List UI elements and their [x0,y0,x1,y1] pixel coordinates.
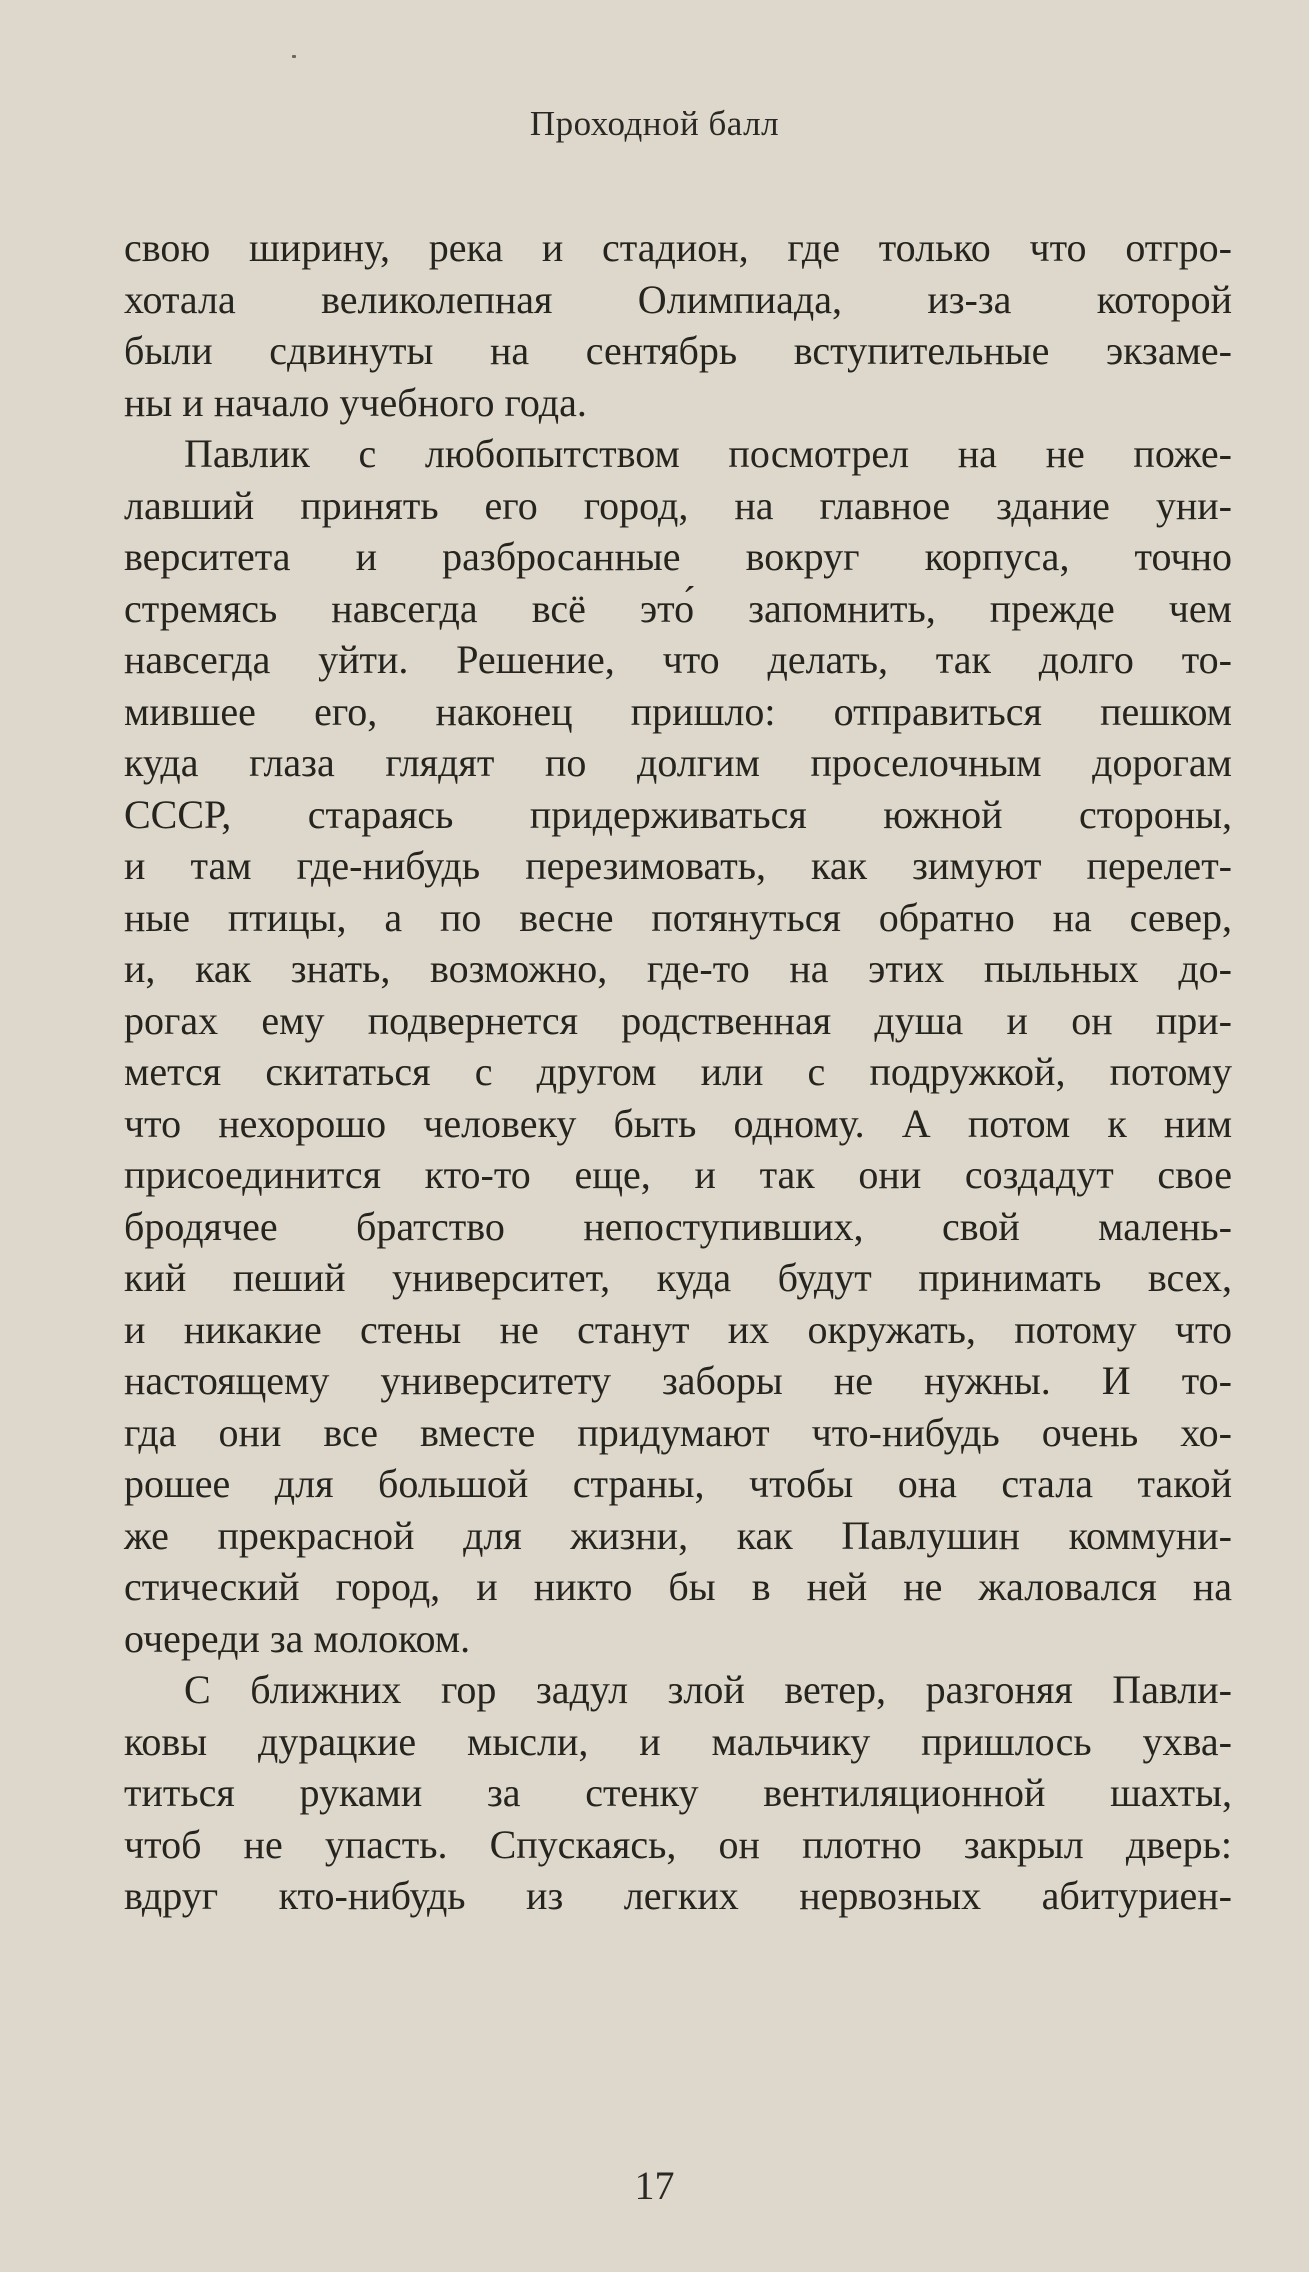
text-line: лавший принять его город, на главное здание уни- [124,482,1232,528]
text-line: рогах ему подвернется родственная душа и он при- [124,997,1232,1043]
text-line: же прекрасной для жизни, как Павлушин коммуни- [124,1512,1232,1558]
text-line: ны и начало учебного года. [124,379,587,425]
text-line: бродячее братство непоступивших, свой малень- [124,1203,1232,1249]
text-line: стремясь навсегда всё это́ запомнить, прежде чем [124,585,1232,631]
text-line: вдруг кто-нибудь из легких нервозных абитуриен- [124,1873,1232,1918]
text-line: куда глаза глядят по долгим проселочным дорогам [124,740,1232,785]
text-line: С ближних гор задул злой ветер, разгоняя Павли- [184,1667,1232,1712]
body-text [124,222,1232,1922]
text-line: мется скитаться с другом или с подружкой, потому [124,1049,1232,1094]
running-head: Проходной балл [529,104,780,143]
text-line: и никакие стены не станут их окружать, потому что [124,1306,1232,1352]
text-line: что нехорошо человеку быть одному. А потом к ним [124,1100,1232,1146]
text-line: и, как знать, возможно, где-то на этих пыльных до- [124,946,1232,991]
text-line: ные птицы, а по весне потянуться обратно на север, [124,894,1232,940]
text-line: чтоб не упасть. Спускаясь, он плотно закрыл дверь: [124,1821,1232,1867]
text-line: верситета и разбросанные вокруг корпуса, точно [124,534,1232,579]
text-line: хотала великолепная Олимпиада, из-за которой [124,276,1232,322]
text-line: навсегда уйти. Решение, что делать, так долго то- [124,637,1232,682]
print-speck [292,55,296,58]
text-line: кий пеший университет, куда будут принимать всех, [124,1255,1232,1300]
text-line: присоединится кто-то еще, и так они создадут свое [124,1152,1232,1197]
text-line: Павлик с любопытством посмотрел на не поже- [184,431,1232,476]
text-line: стический город, и никто бы в ней не жаловался на [124,1564,1232,1609]
text-line: рошее для большой страны, чтобы она стала такой [124,1461,1232,1506]
text-line: СССР, стараясь придерживаться южной стороны, [124,791,1232,837]
text-line: гда они все вместе придумают что-нибудь очень хо- [124,1409,1232,1455]
text-line: очереди за молоком. [124,1615,471,1661]
text-line: титься руками за стенку вентиляционной шахты, [124,1770,1232,1815]
text-line: ковы дурацкие мысли, и мальчику пришлось ухва- [124,1718,1232,1764]
page-number: 17 [634,2163,675,2208]
text-line: мившее его, наконец пришло: отправиться пешком [124,688,1232,734]
text-line: свою ширину, река и стадион, где только что отгро- [124,225,1232,270]
text-line: были сдвинуты на сентябрь вступительные экзаме- [124,328,1232,373]
text-line: настоящему университету заборы не нужны. И то- [124,1358,1232,1403]
text-line: и там где-нибудь перезимовать, как зимуют перелет- [124,843,1232,888]
